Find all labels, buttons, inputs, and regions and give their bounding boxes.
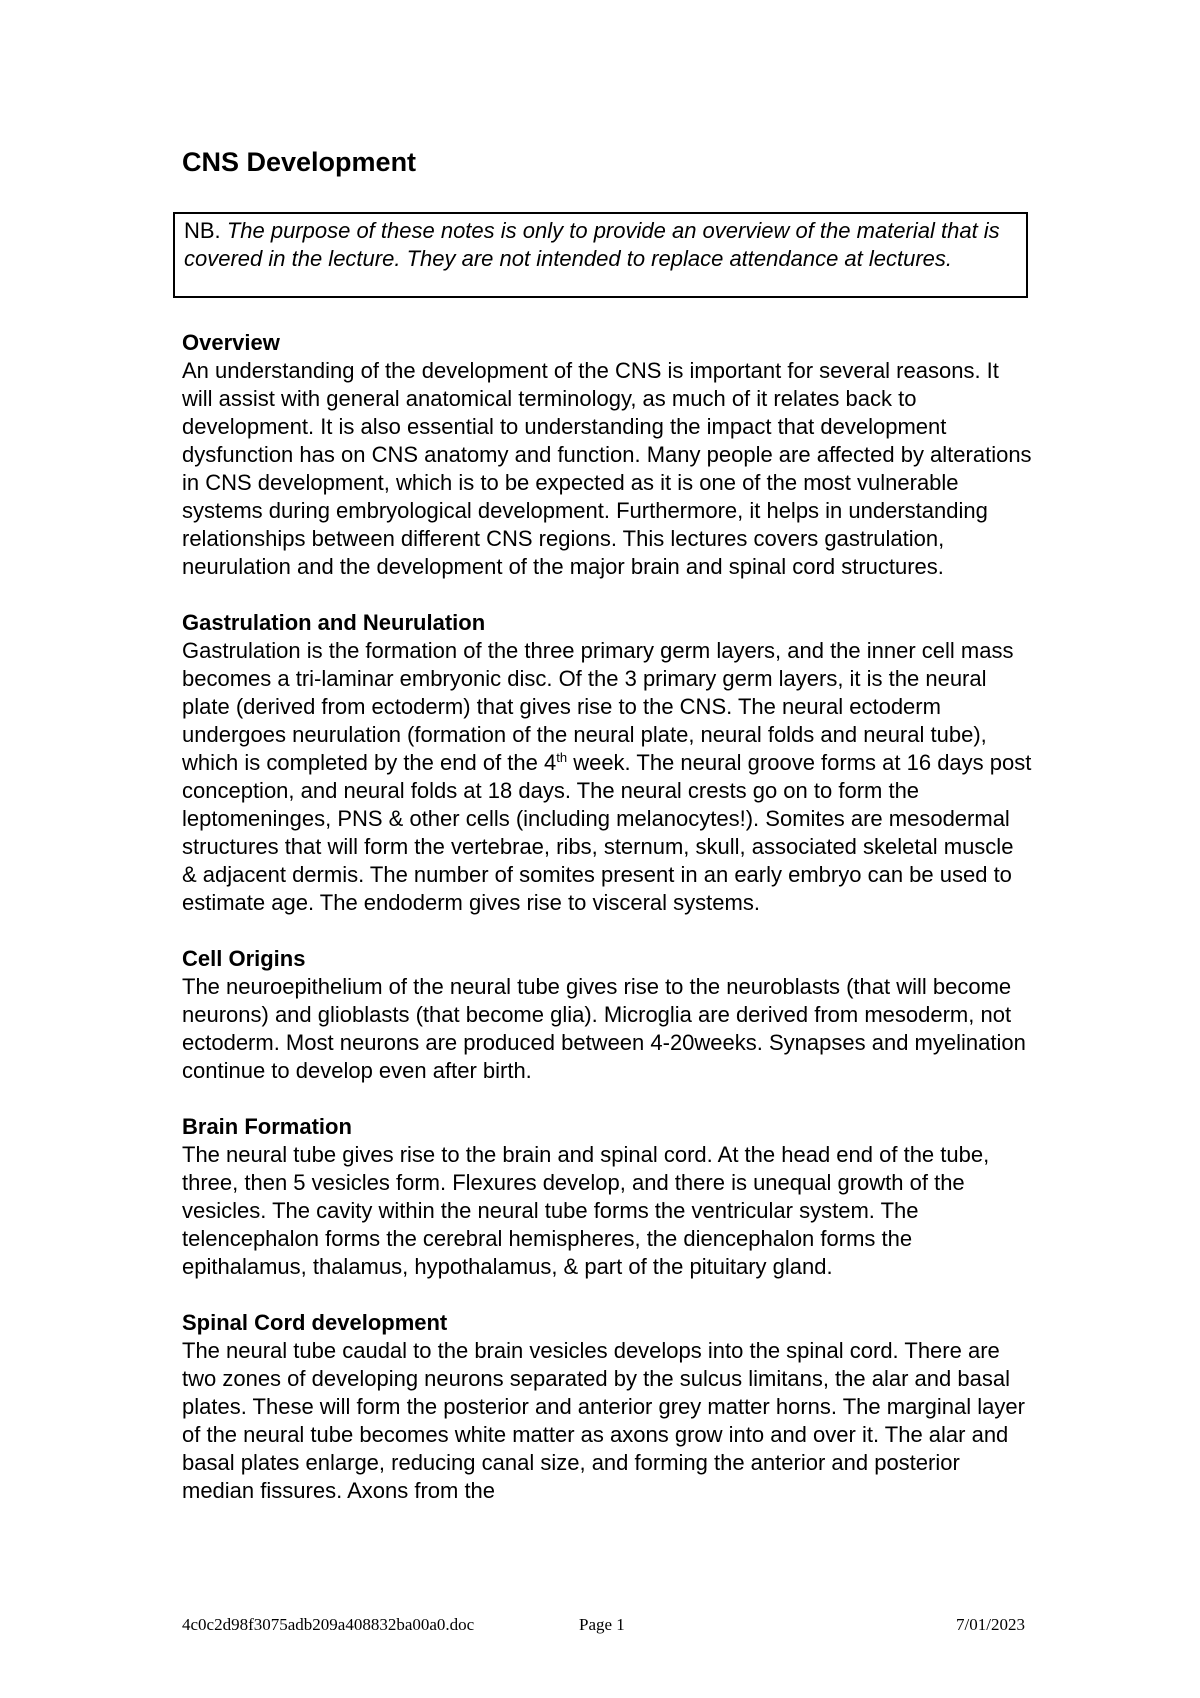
section-cell-origins: [182, 945, 1032, 1085]
paragraph-text-part: Gastrulation is the formation of the three primary germ layers, and the inner cell mass becomes a tri-laminar embryonic disc. Of the 3 primary germ layers, it is the neural plate (derived from ectoderm) that gives rise to the CNS. The neural ectoderm undergoes neurulation (formation of the neural plate, neural folds and neural tube), which is completed by the end of the 4: [182, 638, 1014, 775]
section-gastrulation-neurulation: [182, 609, 1032, 917]
note-label: NB.: [184, 218, 221, 243]
section-heading: Brain Formation: [182, 1114, 352, 1139]
footer-date: 7/01/2023: [956, 1615, 1025, 1634]
section-heading: Cell Origins: [182, 946, 306, 971]
page-title: CNS Development: [182, 147, 417, 177]
section-paragraph: An understanding of the development of the CNS is important for several reasons. It will assist with general anatomical terminology, as much of it relates back to development. It is also essential to understanding the impact that development dysfunction has on CNS anatomy and function. Many people are affected by alterations in CNS development, which is to be expected as it is one of the most vulnerable systems during embryological development. Furthermore, it helps in understanding relationships between different CNS regions. This lectures covers gastrulation, neurulation and the development of the major brain and spinal cord structures.: [182, 358, 1032, 579]
document-body: [182, 329, 1032, 1533]
ordinal-superscript: th: [556, 750, 568, 765]
section-heading: Overview: [182, 330, 280, 355]
section-spinal-cord: [182, 1309, 1032, 1505]
note-box: [173, 212, 1028, 298]
section-paragraph: [182, 637, 1032, 917]
section-overview: [182, 329, 1032, 581]
section-heading: Gastrulation and Neurulation: [182, 610, 486, 635]
paragraph-text-part: week. The neural groove forms at 16 days post conception, and neural folds at 18 days. The neural crests go on to form the leptomeninges, PNS & other cells (including melanocytes!). Somites are mesodermal structures that will form the vertebrae, ribs, sternum, skull, associated skeletal muscle & adjacent dermis. The number of somites present in an early embryo can be used to estimate age. The endoderm gives rise to visceral systems.: [182, 750, 1032, 915]
footer-page-number: Page 1: [579, 1615, 625, 1634]
section-heading: Spinal Cord development: [182, 1310, 448, 1335]
section-paragraph: The neuroepithelium of the neural tube gives rise to the neuroblasts (that will become neurons) and glioblasts (that become glia). Microglia are derived from mesoderm, not ectoderm. Most neurons are produced between 4-20weeks. Synapses and myelination continue to develop even after birth.: [182, 974, 1026, 1083]
page-footer: [182, 1615, 1025, 1639]
footer-filename: 4c0c2d98f3075adb209a408832ba00a0.doc: [182, 1615, 475, 1634]
section-paragraph: The neural tube caudal to the brain vesicles develops into the spinal cord. There are two zones of developing neurons separated by the sulcus limitans, the alar and basal plates. These will form the posterior and anterior grey matter horns. The marginal layer of the neural tube becomes white matter as axons grow into and over it. The alar and basal plates enlarge, reducing canal size, and forming the anterior and posterior median fissures. Axons from the: [182, 1338, 1025, 1503]
section-brain-formation: [182, 1113, 1032, 1281]
note-text: The purpose of these notes is only to provide an overview of the material that is covered in the lecture. They are not intended to replace attendance at lectures.: [184, 218, 1000, 271]
section-paragraph: The neural tube gives rise to the brain and spinal cord. At the head end of the tube, three, then 5 vesicles form. Flexures develop, and there is unequal growth of the vesicles. The cavity within the neural tube forms the ventricular system. The telencephalon forms the cerebral hemispheres, the diencephalon forms the epithalamus, thalamus, hypothalamus, & part of the pituitary gland.: [182, 1142, 990, 1279]
